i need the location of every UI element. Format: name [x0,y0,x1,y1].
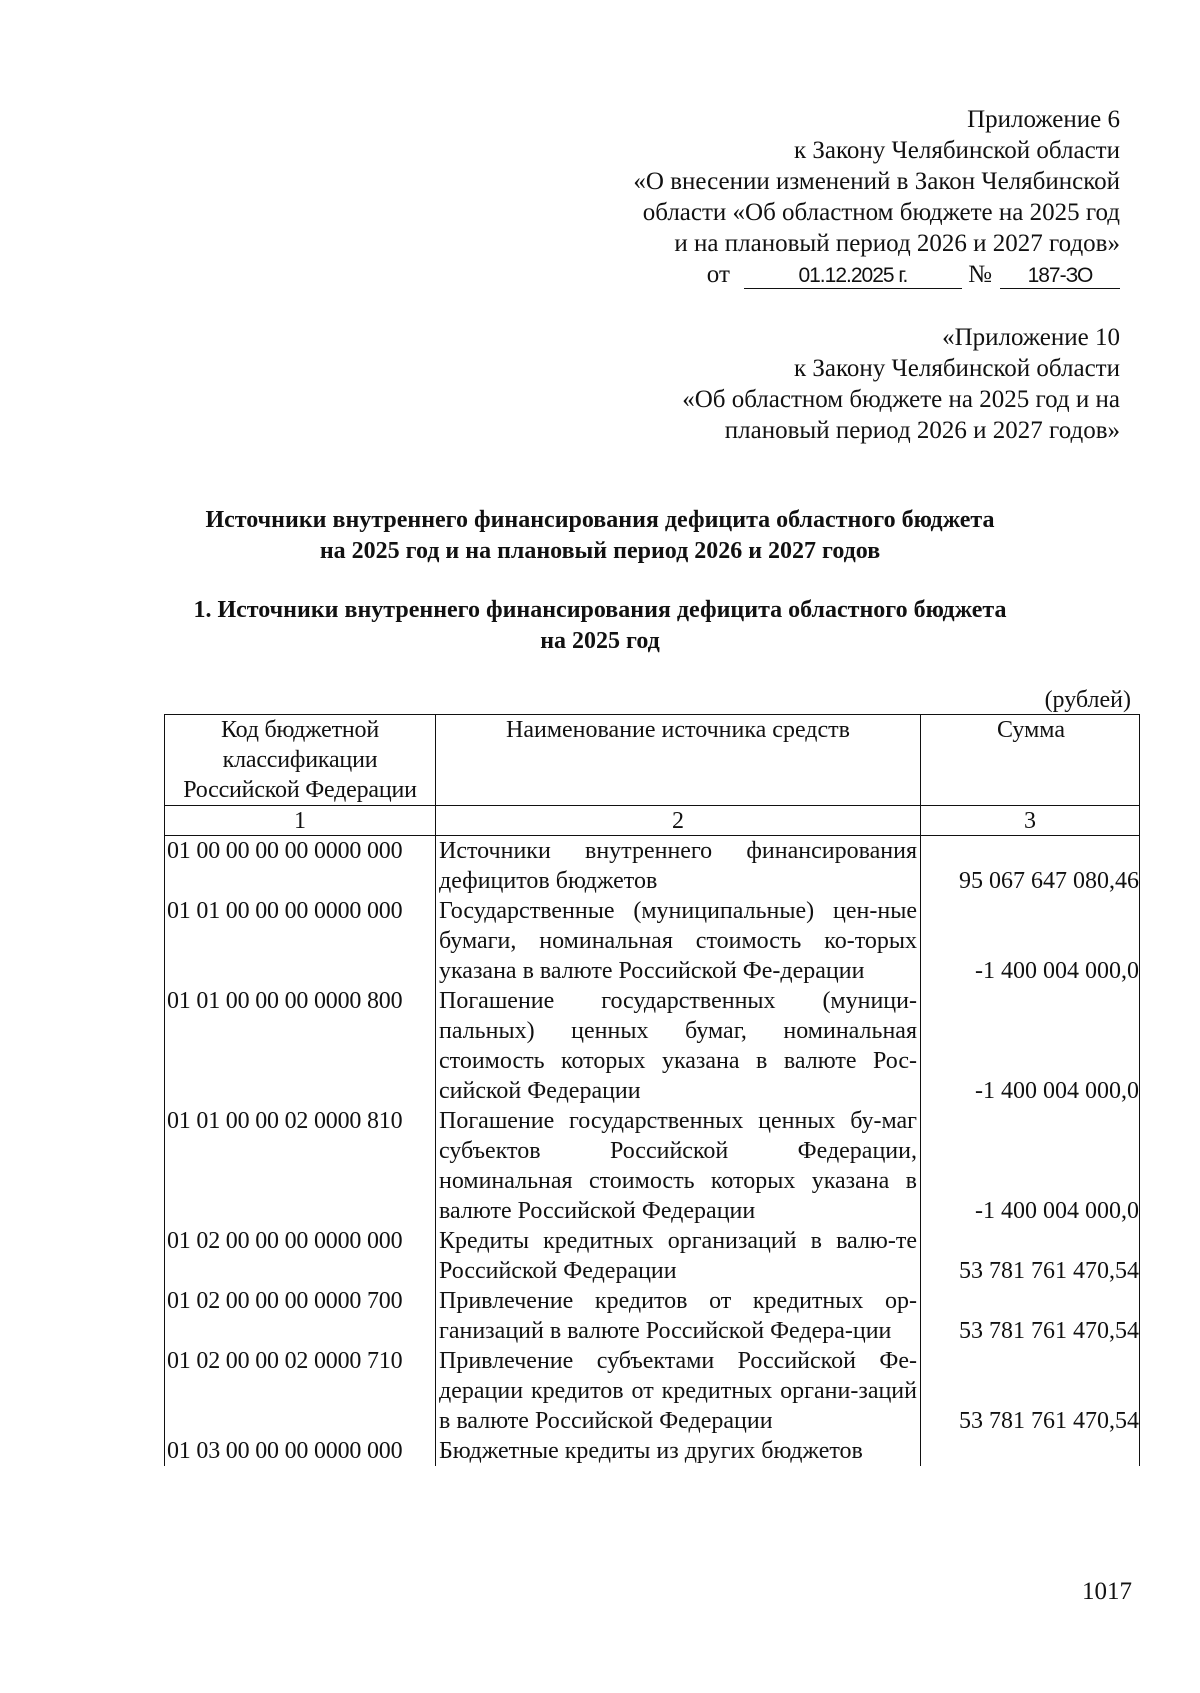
document-title-line: Источники внутреннего финансирования дефицита областного бюджета [205,507,995,533]
column-number: 1 [165,806,436,836]
row-code: 01 02 00 00 02 0000 710 [165,1346,436,1436]
unit-label: (рублей) [1044,687,1131,713]
header-amount: Сумма [921,715,1140,806]
row-name: Бюджетные кредиты из других бюджетов [436,1436,921,1466]
appendix-line: к Закону Челябинской области [794,137,1120,164]
row-name: Погашение государственных (муници-пальных) ценных бумаг, номинальная стоимость которых указана в валюте Рос-сийской Федерации [436,986,921,1106]
previous-appendix-header [560,322,1120,446]
law-date: 01.12.2025 г. [744,264,962,289]
row-amount: -1 400 004 000,0 [921,986,1140,1106]
row-code: 01 01 00 00 00 0000 000 [165,896,436,986]
table-row [165,1226,1140,1286]
section-title-line: 1. Источники внутреннего финансирования дефицита областного бюджета [193,597,1007,623]
table-row [165,986,1140,1106]
sources-table [164,714,1140,1466]
table-row [165,836,1140,897]
section-title-line: на 2025 год [540,628,660,654]
law-date-number-line [560,259,1120,290]
column-number-row [165,806,1140,836]
section-title [120,595,1080,657]
document-title-line: на 2025 год и на плановый период 2026 и 2027 годов [319,538,881,564]
appendix-line: «Об областном бюджете на 2025 год и на [682,386,1120,413]
row-code: 01 01 00 00 02 0000 810 [165,1106,436,1226]
table-row [165,896,1140,986]
law-number: 187-ЗО [1000,264,1120,289]
appendix-line: и на плановый период 2026 и 2027 годов» [674,230,1120,257]
row-code: 01 02 00 00 00 0000 000 [165,1226,436,1286]
row-code: 01 02 00 00 00 0000 700 [165,1286,436,1346]
row-code: 01 00 00 00 00 0000 000 [165,836,436,897]
column-number: 2 [436,806,921,836]
row-amount: 53 781 761 470,54 [921,1286,1140,1346]
header-name: Наименование источника средств [436,715,921,806]
row-name: Кредиты кредитных организаций в валю-те Российской Федерации [436,1226,921,1286]
row-code: 01 03 00 00 00 0000 000 [165,1436,436,1466]
table-row [165,1106,1140,1226]
table-row [165,1346,1140,1436]
appendix-line: к Закону Челябинской области [794,355,1120,382]
row-amount [921,1436,1140,1466]
row-amount: 95 067 647 080,46 [921,836,1140,897]
table-row [165,1436,1140,1466]
row-name: Привлечение кредитов от кредитных ор-ганизаций в валюте Российской Федера-ции [436,1286,921,1346]
appendix-line: Приложение 6 [967,106,1120,133]
document-title [120,505,1080,567]
row-amount: -1 400 004 000,0 [921,1106,1140,1226]
row-name: Привлечение субъектами Российской Фе-дерации кредитов от кредитных органи-заций в валюте Российской Федерации [436,1346,921,1436]
row-name: Государственные (муниципальные) цен-ные бумаги, номинальная стоимость ко-торых указана в валюте Российской Фе-дерации [436,896,921,986]
row-amount: 53 781 761 470,54 [921,1346,1140,1436]
appendix-line: плановый период 2026 и 2027 годов» [724,417,1120,444]
row-amount: -1 400 004 000,0 [921,896,1140,986]
table-header-row [165,715,1140,806]
table-row [165,1286,1140,1346]
appendix-line: области «Об областном бюджете на 2025 год [642,199,1120,226]
appendix-header [560,104,1120,290]
appendix-line: «О внесении изменений в Закон Челябинской [633,168,1120,195]
column-number: 3 [921,806,1140,836]
row-code: 01 01 00 00 00 0000 800 [165,986,436,1106]
row-amount: 53 781 761 470,54 [921,1226,1140,1286]
number-prefix: № [968,261,992,288]
row-name: Источники внутреннего финансирования дефицитов бюджетов [436,836,921,897]
header-code: Код бюджетной классификации Российской Федерации [165,715,436,806]
page-number: 1017 [1082,1578,1132,1605]
appendix-line: «Приложение 10 [942,324,1120,351]
date-prefix: от [706,261,730,288]
row-name: Погашение государственных ценных бу-маг субъектов Российской Федерации, номинальная стоимость которых указана в валюте Российской Федерации [436,1106,921,1226]
